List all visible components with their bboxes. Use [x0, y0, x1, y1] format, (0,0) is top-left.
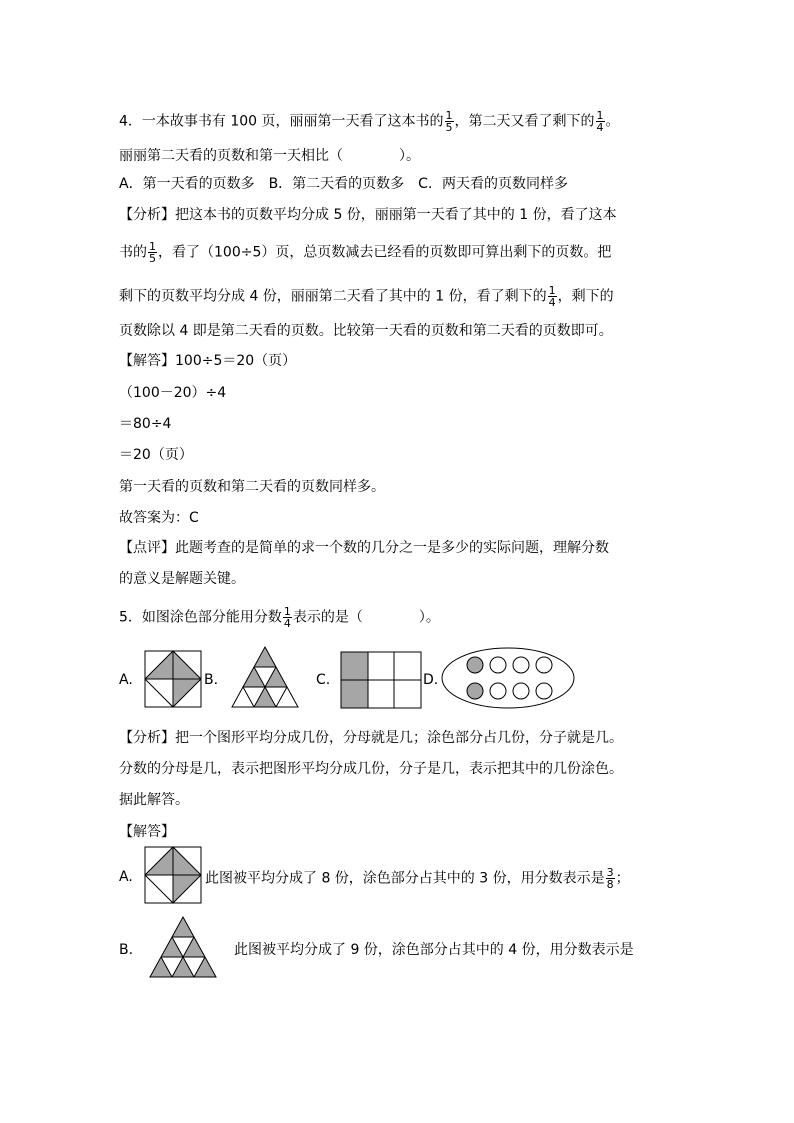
q5-solution-a-fraction: $\frac{3}{8}$ [606, 866, 614, 891]
q4-analysis-fraction-one-fifth: $\frac{1}{5}$ [149, 240, 156, 265]
q5-analysis-1: 【分析】把一个图形平均分成几份，分母就是几；涂色部分占几份，分子就是几。 [119, 730, 623, 746]
q5-solution-b-text: 此图被平均分成了 9 份，涂色部分占其中的 4 份，用分数表示是 [234, 942, 634, 958]
q4-comment-2: 的意义是解题关键。 [119, 571, 245, 587]
q4-solution-1: 【解答】100÷5＝20（页） [119, 353, 297, 369]
q5-option-a-label: A. [119, 672, 133, 688]
q4-line1 [119, 110, 620, 133]
q4-answer: 故答案为：C [119, 510, 199, 526]
q4-text-b: ，第二天又看了剩下的 [454, 113, 595, 130]
q4-solution-4: ＝20（页） [119, 447, 193, 463]
q4-analysis-3: 剩下的页数平均分成 4 份，丽丽第二天看了其中的 1 份，看了剩下的 $\frac{1}{4}$ ，剩下的 [119, 284, 614, 309]
q5-option-c-label: C. [316, 672, 331, 688]
q5-solution-a-label: A. [119, 869, 133, 885]
q5-solution-b-triangle-figure [143, 915, 223, 981]
q5-analysis-2: 分数的分母是几，表示把图形平均分成几份，分子是几，表示把其中的几份涂色。 [119, 761, 623, 777]
q4-options: A．第一天看的页数多 B．第二天看的页数多 C．两天看的页数同样多 [119, 176, 568, 192]
q5-solution-heading: 【解答】 [119, 824, 175, 840]
q5-solution-b-label: B. [119, 942, 134, 958]
q4-fraction-one-fifth: $\frac{1}{5}$ [445, 109, 453, 134]
q4-fraction-one-quarter: $\frac{1}{4}$ [596, 109, 604, 134]
q4-line2: 丽丽第二天看的页数和第一天相比（ ）。 [119, 148, 420, 164]
q4-comment-1: 【点评】此题考查的是简单的求一个数的几分之一是多少的实际问题，理解分数 [119, 540, 609, 556]
q4-solution-3: ＝80÷4 [119, 416, 172, 432]
q5-option-c-rectangle-figure [339, 650, 423, 710]
q5-solution-a-square-figure [143, 845, 203, 905]
q4-analysis-2: 书的 $\frac{1}{5}$ ，看了（100÷5）页，总页数减去已经看的页数即可算出剩下的页数。把 [119, 240, 612, 265]
q5-stem: 5．如图涂色部分能用分数 $\frac{1}{4}$ 表示的是（ ）。 [119, 605, 440, 630]
q4-analysis-4: 页数除以 4 即是第二天看的页数。比较第一天看的页数和第二天看的页数即可。 [119, 323, 613, 339]
q4-solution-2: （100－20）÷4 [119, 385, 227, 401]
q5-option-b-triangle-figure [225, 645, 305, 711]
q5-option-d-circles-figure [440, 646, 576, 710]
q5-option-b-label: B. [204, 672, 219, 688]
q5-option-a-square-figure [143, 649, 203, 709]
q5-fraction-one-quarter: $\frac{1}{4}$ [283, 605, 291, 630]
q5-analysis-3: 据此解答。 [119, 792, 189, 808]
q4-text-c: 。 [605, 113, 620, 130]
q4-text-a: 4．一本故事书有 100 页，丽丽第一天看了这本书的 [119, 113, 444, 130]
q4-analysis-1: 【分析】把这本书的页数平均分成 5 份，丽丽第一天看了其中的 1 份，看了这本 [119, 207, 617, 223]
q4-solution-5: 第一天看的页数和第二天看的页数同样多。 [119, 479, 385, 495]
q5-solution-a-text: 此图被平均分成了 8 份，涂色部分占其中的 3 份，用分数表示是 $\frac{3}{8}$ ； [205, 866, 630, 891]
q5-option-d-label: D. [423, 672, 439, 688]
q4-analysis-fraction-one-quarter: $\frac{1}{4}$ [548, 284, 556, 309]
